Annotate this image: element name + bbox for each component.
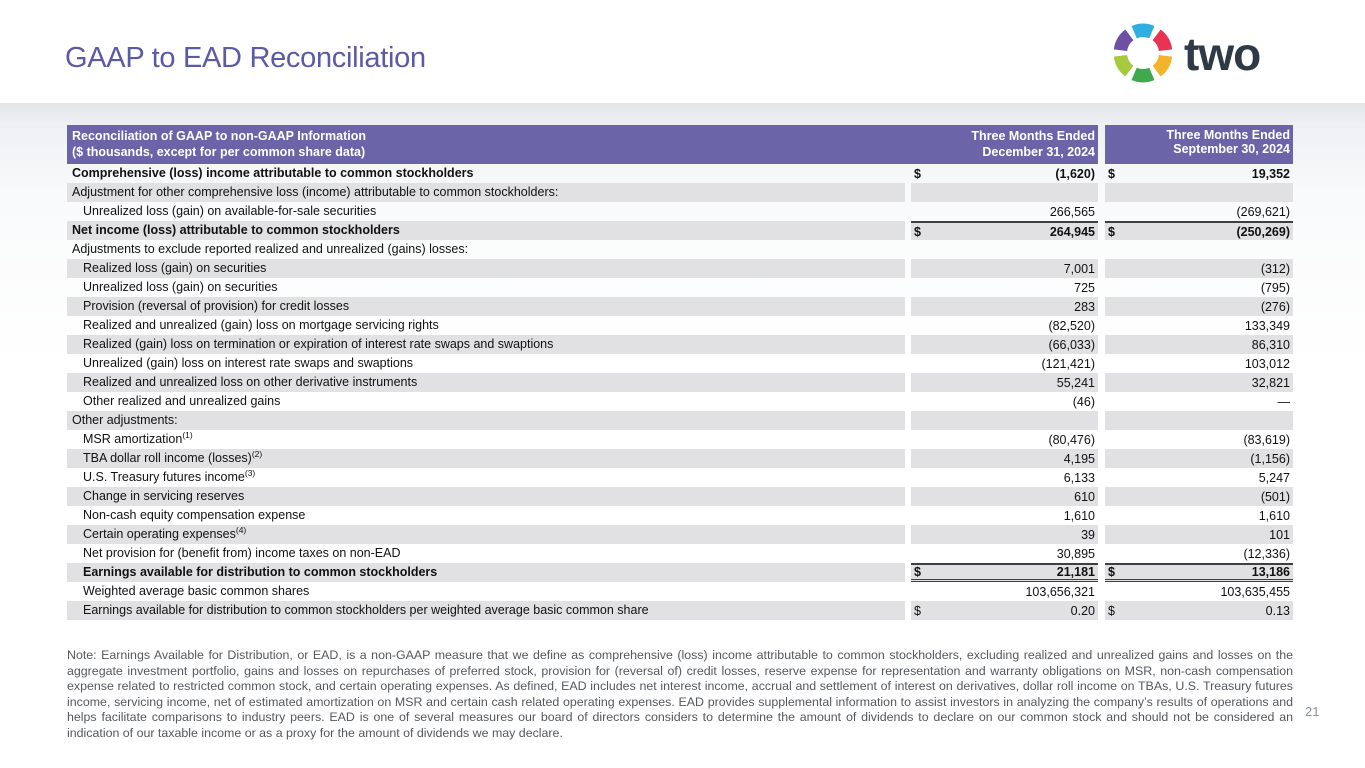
row-label: Unrealized (gain) loss on interest rate swaps and swaptions [83,356,414,370]
cell-value: (276) [1260,299,1290,314]
table-row [67,354,1293,373]
table-row [67,487,1293,506]
logo-text: two [1184,28,1261,80]
table-row [67,411,1293,430]
cell-value: 0.13 [1265,603,1290,618]
dollar-sign: $ [1108,565,1115,579]
value-cell-q4 [911,259,1098,278]
cell-value: 4,195 [1063,451,1095,466]
cell-value: 133,349 [1244,318,1290,333]
value-cell-q3 [1105,582,1293,601]
cell-value: 103,656,321 [1025,584,1095,599]
value-cell-q4 [911,468,1098,487]
value-cell-q3 [1105,183,1293,202]
row-label: Realized and unrealized (gain) loss on mortgage servicing rights [83,318,439,332]
value-cell-q3 [1105,525,1293,544]
cell-value: 264,945 [1049,224,1095,239]
value-cell-q4 [911,221,1098,240]
cell-value: 103,012 [1244,356,1290,371]
value-cell-q4 [911,164,1098,183]
value-cell-q3 [1105,601,1293,620]
value-cell-q3 [1105,354,1293,373]
row-label: Certain operating expenses$^{(4)}$ [67,525,905,544]
dollar-sign: $ [914,565,921,579]
table-row [67,449,1293,468]
row-label: Comprehensive (loss) income attributable to common stockholders [72,166,474,180]
cell-value: (82,520) [1048,318,1095,333]
table-row [67,430,1293,449]
cell-value: 6,133 [1063,470,1095,485]
value-cell-q3 [1105,373,1293,392]
row-label: Realized and unrealized loss on other derivative instruments [67,373,905,392]
cell-value: 725 [1074,280,1095,295]
table-row [67,544,1293,563]
table-row [67,373,1293,392]
table-row [67,506,1293,525]
logo-segment [1134,74,1152,76]
logo-segment [1157,35,1166,50]
cell-value: 5,247 [1258,470,1290,485]
table-row [67,259,1293,278]
row-label: Unrealized loss (gain) on available-for-sale securities [83,204,377,218]
cell-value: 283 [1074,299,1095,314]
row-label: Change in servicing reserves [67,487,905,506]
cell-value: 19,352 [1251,166,1290,181]
cell-value: 610 [1074,489,1095,504]
cell-value: 55,241 [1056,375,1095,390]
table-row [67,202,1293,221]
dollar-sign: $ [1108,224,1115,239]
value-cell-q4 [911,411,1098,430]
table-row [67,335,1293,354]
table-row [67,563,1293,582]
row-label: MSR amortization$^{(1)}$ [83,430,193,446]
cell-value: 101 [1269,527,1290,542]
value-cell-q3 [1105,392,1293,411]
row-label: Unrealized loss (gain) on securities [83,280,278,294]
table-header-subtitle: ($ thousands, except for per common share data) [72,145,366,159]
cell-value: (46) [1072,394,1095,409]
value-cell-q4 [911,183,1098,202]
value-cell-q3 [1105,259,1293,278]
value-cell-q4 [911,601,1098,620]
column-header-q3-2024: Three Months Ended September 30, 2024 [1105,125,1293,164]
value-cell-q4 [911,240,1098,259]
value-cell-q4 [911,392,1098,411]
table-row [67,164,1293,183]
value-cell-q3 [1105,202,1293,221]
row-label: Non-cash equity compensation expense [83,508,306,522]
cell-value: (1,156) [1250,451,1290,466]
cell-value: 13,186 [1251,565,1290,579]
cell-value: 21,181 [1056,565,1095,579]
two-harbors-logo [1110,20,1260,86]
value-cell-q4 [911,525,1098,544]
row-label: Other adjustments: [67,411,905,430]
footnote: Note: Earnings Available for Distribution, or EAD, is a non-GAAP measure that we define as comprehensive (loss) income attributable to common stockholders, excluding realized and unrealized gains and losses on the aggregate investment portfolio, gains and losses on repurchases of preferred stock, provision for (reversal of) credit losses, reserve expense for representation and warranty obligations on MSR, non-cash compensation expense related to restricted common stock, and certain operating expenses. As defined, EAD includes net interest income, accrual and settlement of interest on derivatives, dollar roll income on TBAs, U.S. Treasury futures income, servicing income, net of estimated amortization on MSR and certain cash related operating expenses. EAD provides supplemental information to assist investors in analyzing the company’s results of operations and helps facilitate comparisons to industry peers. EAD is one of several measures our board of directors considers to determine the amount of dividends to declare on our common stock and should not be considered an indication of our taxable income or as a proxy for the amount of dividends we may declare. [67,648,1293,740]
column-header-q4-2024: Three Months Ended December 31, 2024 [971,129,1095,159]
value-cell-q4 [911,506,1098,525]
row-label: Adjustment for other comprehensive loss (income) attributable to common stockholders: [67,183,905,202]
page-title: GAAP to EAD Reconciliation [65,42,426,74]
logo-segment [1120,35,1129,50]
cell-value: 0.20 [1070,603,1095,618]
table-header-main [67,125,1098,164]
table-row [67,525,1293,544]
value-cell-q3 [1105,449,1293,468]
table-row [67,221,1293,240]
dollar-sign: $ [914,603,921,618]
table-row [67,240,1293,259]
value-cell-q3 [1105,544,1293,563]
table-row [67,392,1293,411]
value-cell-q4 [911,354,1098,373]
value-cell-q3 [1105,468,1293,487]
cell-value: (312) [1260,261,1290,276]
cell-value: 1,610 [1258,508,1290,523]
row-label: Other realized and unrealized gains [83,394,281,408]
table-header-title: Reconciliation of GAAP to non-GAAP Information [72,129,366,143]
cell-value: 1,610 [1063,508,1095,523]
cell-value: 103,635,455 [1220,584,1290,599]
cell-value: 86,310 [1251,337,1290,352]
table-body [67,164,1293,620]
cell-value: 7,001 [1063,261,1095,276]
value-cell-q3 [1105,164,1293,183]
value-cell-q4 [911,373,1098,392]
cell-value: 39 [1081,527,1095,542]
cell-value: 30,895 [1056,546,1095,561]
page-number: 21 [1305,704,1320,719]
row-label: Net provision for (benefit from) income taxes on non-EAD [83,546,401,560]
cell-value: 266,565 [1049,204,1095,219]
dollar-sign: $ [914,224,921,239]
cell-value: (83,619) [1243,432,1290,447]
row-label: Provision (reversal of provision) for credit losses [67,297,905,316]
row-label: Realized (gain) loss on termination or expiration of interest rate swaps and swaptions [67,335,905,354]
value-cell-q4 [911,335,1098,354]
value-cell-q3 [1105,335,1293,354]
value-cell-q4 [911,487,1098,506]
cell-value: (501) [1260,489,1290,504]
cell-value: (795) [1260,280,1290,295]
value-cell-q3 [1105,221,1293,240]
cell-value: — [1277,394,1290,409]
row-label: Realized loss (gain) on securities [67,259,905,278]
table-row [67,183,1293,202]
table-row [67,278,1293,297]
reconciliation-table [67,125,1293,620]
dollar-sign: $ [1108,166,1115,181]
row-label: Net income (loss) attributable to common stockholders [67,221,905,240]
row-label: Adjustments to exclude reported realized and unrealized (gains) losses: [72,242,469,256]
value-cell-q3 [1105,430,1293,449]
value-cell-q4 [911,202,1098,221]
header-column-gap [1098,125,1105,164]
value-cell-q4 [911,563,1098,582]
value-cell-q4 [911,278,1098,297]
value-cell-q3 [1105,563,1293,582]
logo-segment [1134,30,1152,32]
row-label: U.S. Treasury futures income$^{(3)}$ [83,468,256,484]
row-label: Earnings available for distribution to common stockholders per weighted average basic common share [67,601,905,620]
row-label: Weighted average basic common shares [83,584,310,598]
cell-value: (121,421) [1041,356,1095,371]
cell-value: (66,033) [1048,337,1095,352]
table-row [67,582,1293,601]
two-logo-icon [1110,20,1176,86]
value-cell-q3 [1105,240,1293,259]
table-row [67,316,1293,335]
cell-value: (250,269) [1236,224,1290,239]
value-cell-q4 [911,297,1098,316]
value-cell-q4 [911,430,1098,449]
value-cell-q4 [911,316,1098,335]
cell-value: (1,620) [1055,166,1095,181]
row-label: TBA dollar roll income (losses)$^{(2)}$ [67,449,905,468]
value-cell-q3 [1105,487,1293,506]
table-header-row [67,125,1293,164]
logo-segment [1157,56,1166,71]
row-label: Earnings available for distribution to common stockholders [67,563,905,582]
table-header-title-block [72,128,366,161]
table-row [67,297,1293,316]
dollar-sign: $ [914,166,921,181]
value-cell-q3 [1105,278,1293,297]
value-cell-q3 [1105,297,1293,316]
value-cell-q4 [911,449,1098,468]
table-row [67,601,1293,620]
value-cell-q4 [911,582,1098,601]
table-row [67,468,1293,487]
cell-value: (269,621) [1236,204,1290,219]
cell-value: (80,476) [1048,432,1095,447]
value-cell-q3 [1105,506,1293,525]
logo-segment [1120,56,1129,71]
value-cell-q3 [1105,316,1293,335]
cell-value: 32,821 [1251,375,1290,390]
value-cell-q4 [911,544,1098,563]
cell-value: (12,336) [1243,546,1290,561]
value-cell-q3 [1105,411,1293,430]
dollar-sign: $ [1108,603,1115,618]
